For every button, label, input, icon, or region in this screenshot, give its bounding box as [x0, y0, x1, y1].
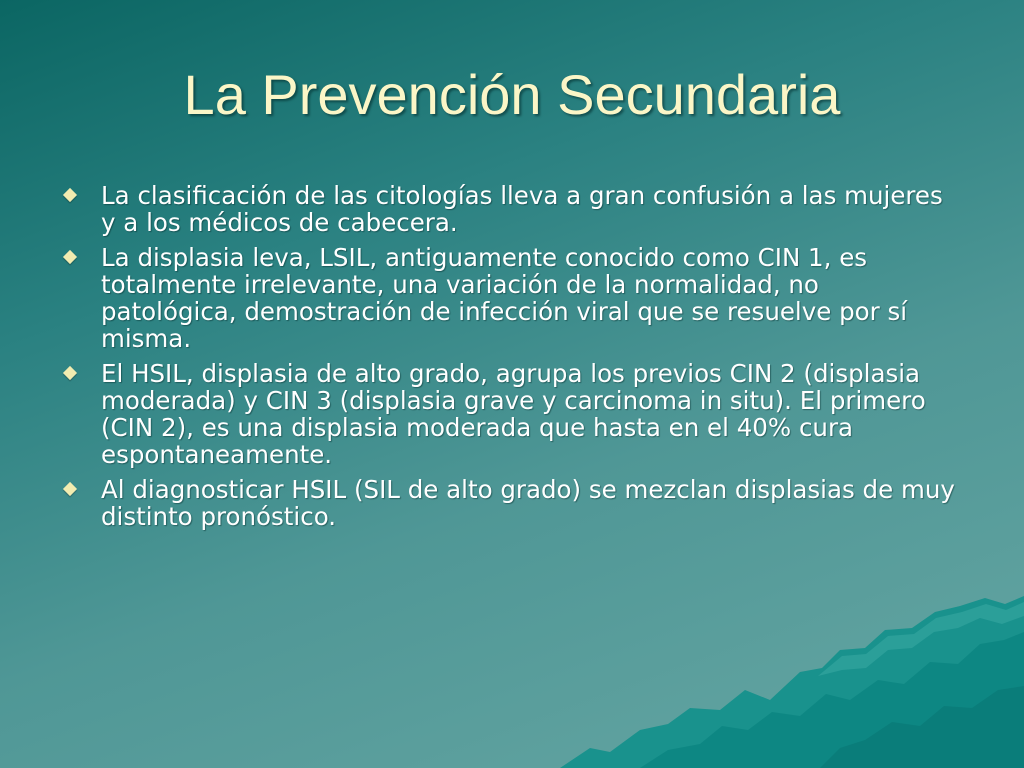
- diamond-bullet-icon: [63, 366, 77, 380]
- bullet-item: [62, 244, 962, 352]
- bullet-item: [62, 360, 962, 468]
- slide-title: La Prevención Secundaria: [183, 63, 841, 126]
- diamond-bullet-icon: [63, 250, 77, 264]
- bullet-item: [62, 476, 962, 530]
- diamond-bullet-icon: [63, 482, 77, 496]
- bullet-text: La clasificación de las citologías lleva a gran confusión a las mujeres y a los médicos de cabecera.: [101, 181, 943, 237]
- bullet-text: La displasia leva, LSIL, antiguamente conocido como CIN 1, es totalmente irrelevante, una variación de la normalidad, no patológica, demostración de infección viral que se resuelve por sí misma.: [101, 243, 908, 353]
- bullet-text: El HSIL, displasia de alto grado, agrupa los previos CIN 2 (displasia moderada) y CIN 3 (displasia grave y carcinoma in situ). El primero (CIN 2), es una displasia moderada que hasta en el 40% cura espontaneamente.: [101, 359, 926, 469]
- diamond-bullet-icon: [63, 188, 77, 202]
- bullet-list: [62, 182, 962, 538]
- bullet-text: Al diagnosticar HSIL (SIL de alto grado) se mezclan displasias de muy distinto pronóstico.: [101, 475, 955, 531]
- bullet-item: [62, 182, 962, 236]
